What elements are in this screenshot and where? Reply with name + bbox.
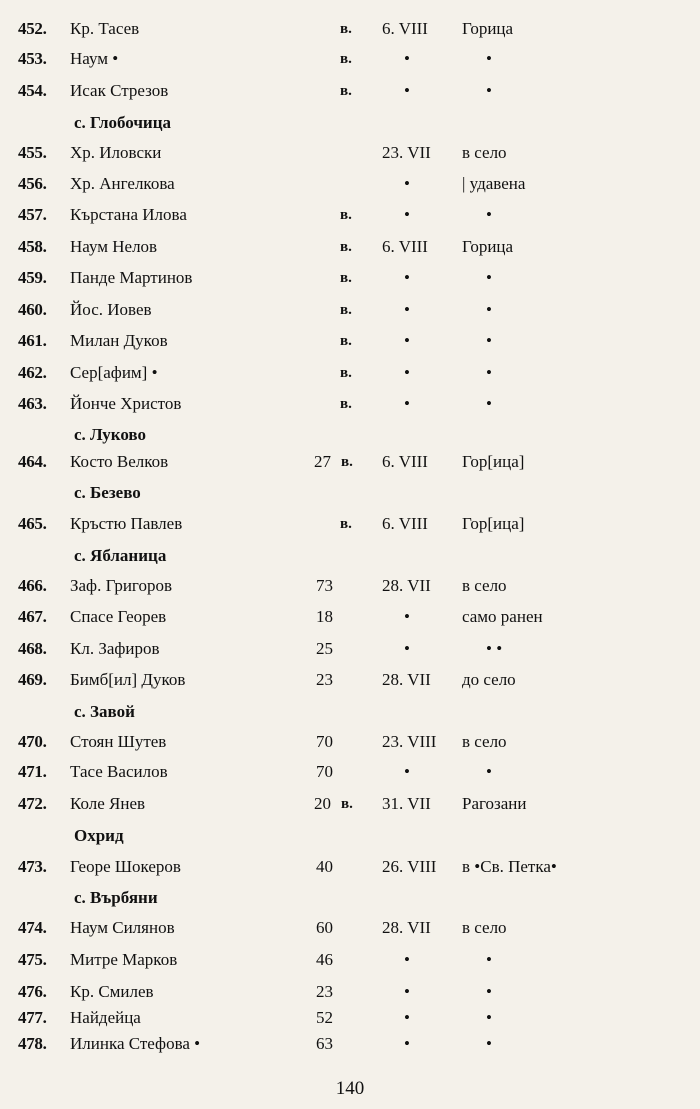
sex-mark: в.	[340, 270, 352, 286]
death-date: 6. VIII	[382, 237, 428, 256]
village-heading: с. Ябланица	[74, 546, 167, 565]
sex-mark: в.	[341, 796, 353, 812]
death-place: •	[486, 762, 492, 781]
sex-mark: в.	[340, 302, 352, 318]
entry-number: 471.	[18, 762, 47, 781]
entry-number: 464.	[18, 452, 47, 471]
person-age: 20	[314, 794, 331, 813]
entry-number: 454.	[18, 81, 47, 100]
death-place: • •	[486, 639, 503, 658]
person-name: Тасе Василов	[70, 762, 168, 781]
person-age: 52	[316, 1008, 333, 1027]
death-date: •	[404, 300, 410, 319]
village-heading: Охрид	[74, 826, 124, 845]
entry-number: 461.	[18, 331, 47, 350]
list-item	[0, 390, 700, 418]
death-date: •	[404, 363, 410, 382]
sex-mark: в.	[341, 454, 353, 470]
sex-mark: в.	[340, 365, 352, 381]
sex-mark: в.	[340, 516, 352, 532]
person-age: 23	[316, 670, 333, 689]
entry-number: 475.	[18, 950, 47, 969]
village-heading: с. Върбяни	[74, 888, 158, 907]
death-place: Горица	[462, 19, 514, 38]
death-date: 6. VIII	[382, 514, 428, 533]
death-date: •	[404, 762, 410, 781]
list-item	[0, 448, 700, 476]
person-age: 25	[316, 639, 333, 658]
person-name: Сер[афим] •	[70, 363, 158, 382]
person-name: Наум •	[70, 49, 119, 68]
list-item	[0, 296, 700, 324]
entry-number: 476.	[18, 982, 47, 1001]
death-date: •	[404, 49, 410, 68]
death-date: •	[404, 394, 410, 413]
death-date: •	[404, 81, 410, 100]
person-age: 63	[316, 1034, 333, 1053]
list-item	[0, 946, 700, 974]
sex-mark: в.	[340, 51, 352, 67]
death-place: | удавена	[462, 174, 526, 193]
list-item	[0, 233, 700, 261]
entry-number: 468.	[18, 639, 47, 658]
death-place: •	[486, 268, 492, 287]
death-date: 23. VII	[382, 143, 431, 162]
list-item	[0, 15, 700, 43]
entry-number: 455.	[18, 143, 47, 162]
death-date: 26. VIII	[382, 857, 437, 876]
death-date: •	[404, 331, 410, 350]
person-name: Исак Стрезов	[70, 81, 169, 100]
list-item	[0, 45, 700, 73]
death-place: Гор[ица]	[462, 452, 525, 471]
village-heading: с. Безево	[74, 483, 141, 502]
person-name: Кърстана Илова	[70, 205, 187, 224]
list-item	[0, 139, 700, 167]
entry-number: 477.	[18, 1008, 47, 1027]
village-heading: с. Луково	[74, 425, 147, 444]
death-place: Горица	[462, 237, 514, 256]
person-age: 70	[316, 762, 333, 781]
person-name: Милан Дуков	[70, 331, 168, 350]
person-name: Хр. Ангелкова	[70, 174, 175, 193]
entry-number: 460.	[18, 300, 47, 319]
death-place: •	[486, 49, 492, 68]
death-place: в село	[462, 143, 507, 162]
person-name: Йос. Иовев	[70, 300, 152, 319]
list-item	[0, 635, 700, 663]
person-name: Георе Шокеров	[70, 857, 181, 876]
village-heading: с. Глобочица	[74, 113, 171, 132]
person-name: Найдейца	[70, 1008, 141, 1027]
village-heading: с. Завой	[74, 702, 135, 721]
death-place: •	[486, 394, 492, 413]
list-item	[0, 77, 700, 105]
death-place: Гор[ица]	[462, 514, 525, 533]
person-name: Заф. Григоров	[70, 576, 173, 595]
entry-number: 467.	[18, 607, 47, 626]
person-name: Хр. Иловски	[70, 143, 162, 162]
person-age: 46	[316, 950, 333, 969]
person-name: Стоян Шутев	[70, 732, 167, 751]
death-date: 28. VII	[382, 576, 431, 595]
list-item	[0, 914, 700, 942]
death-place: в село	[462, 576, 507, 595]
sex-mark: в.	[340, 21, 352, 37]
list-item	[0, 758, 700, 786]
death-place: •	[486, 81, 492, 100]
person-age: 18	[316, 607, 333, 626]
entry-number: 469.	[18, 670, 47, 689]
death-place: •	[486, 363, 492, 382]
person-name: Кръстю Павлев	[70, 514, 183, 533]
death-place: •	[486, 1034, 492, 1053]
person-age: 27	[314, 452, 331, 471]
entry-number: 472.	[18, 794, 47, 813]
sex-mark: в.	[340, 396, 352, 412]
death-place: Рагозани	[462, 794, 527, 813]
list-item	[0, 510, 700, 538]
death-place: в село	[462, 732, 507, 751]
person-name: Наум Силянов	[70, 918, 175, 937]
list-item	[0, 853, 700, 881]
list-item	[0, 264, 700, 292]
list-item	[0, 728, 700, 756]
page-number: 140	[335, 1078, 365, 1099]
person-age: 60	[316, 918, 333, 937]
list-item	[0, 790, 700, 818]
list-item	[0, 359, 700, 387]
death-date: •	[404, 639, 410, 658]
person-age: 70	[316, 732, 333, 751]
death-date: 28. VII	[382, 670, 431, 689]
entry-number: 456.	[18, 174, 47, 193]
person-name: Спасе Георев	[70, 607, 167, 626]
list-item	[0, 201, 700, 229]
entry-number: 458.	[18, 237, 47, 256]
death-date: •	[404, 950, 410, 969]
entry-number: 466.	[18, 576, 47, 595]
person-name: Наум Нелов	[70, 237, 158, 256]
entry-number: 462.	[18, 363, 47, 382]
death-date: 6. VIII	[382, 452, 428, 471]
person-name: Коле Янев	[70, 794, 146, 813]
person-age: 73	[316, 576, 333, 595]
death-place: •	[486, 205, 492, 224]
sex-mark: в.	[340, 333, 352, 349]
death-date: •	[404, 982, 410, 1001]
entry-number: 470.	[18, 732, 47, 751]
entry-number: 473.	[18, 857, 47, 876]
person-name: Панде Мартинов	[70, 268, 193, 287]
person-name: Бимб[ил] Дуков	[70, 670, 186, 689]
person-name: Кр. Смилев	[70, 982, 154, 1001]
death-date: •	[404, 268, 410, 287]
entry-number: 465.	[18, 514, 47, 533]
death-place: •	[486, 982, 492, 1001]
entry-number: 478.	[18, 1034, 47, 1053]
death-date: •	[404, 607, 410, 626]
person-age: 23	[316, 982, 333, 1001]
entry-number: 453.	[18, 49, 47, 68]
person-name: Кр. Тасев	[70, 19, 140, 38]
list-item	[0, 1030, 700, 1058]
death-place: •	[486, 331, 492, 350]
death-place: •	[486, 950, 492, 969]
entry-number: 474.	[18, 918, 47, 937]
death-date: 6. VIII	[382, 19, 428, 38]
death-place: само ранен	[462, 607, 543, 626]
list-item	[0, 603, 700, 631]
person-name: Йонче Христов	[70, 394, 182, 413]
death-place: до село	[462, 670, 516, 689]
death-date: •	[404, 205, 410, 224]
death-place: •	[486, 1008, 492, 1027]
person-name: Косто Велков	[70, 452, 169, 471]
entry-number: 457.	[18, 205, 47, 224]
sex-mark: в.	[340, 207, 352, 223]
list-item	[0, 170, 700, 198]
person-age: 40	[316, 857, 333, 876]
death-date: 28. VII	[382, 918, 431, 937]
death-date: 31. VII	[382, 794, 431, 813]
death-date: •	[404, 1008, 410, 1027]
person-name: Кл. Зафиров	[70, 639, 160, 658]
sex-mark: в.	[340, 239, 352, 255]
list-item	[0, 327, 700, 355]
death-place: •	[486, 300, 492, 319]
sex-mark: в.	[340, 83, 352, 99]
list-item	[0, 1004, 700, 1032]
person-name: Илинка Стефова •	[70, 1034, 201, 1053]
death-place: в село	[462, 918, 507, 937]
death-date: 23. VIII	[382, 732, 437, 751]
entry-number: 463.	[18, 394, 47, 413]
death-place: в •Св. Петка•	[462, 857, 557, 876]
person-name: Митре Марков	[70, 950, 178, 969]
entry-number: 459.	[18, 268, 47, 287]
list-item	[0, 572, 700, 600]
list-item	[0, 666, 700, 694]
list-item	[0, 978, 700, 1006]
death-date: •	[404, 174, 410, 193]
death-date: •	[404, 1034, 410, 1053]
entry-number: 452.	[18, 19, 47, 38]
